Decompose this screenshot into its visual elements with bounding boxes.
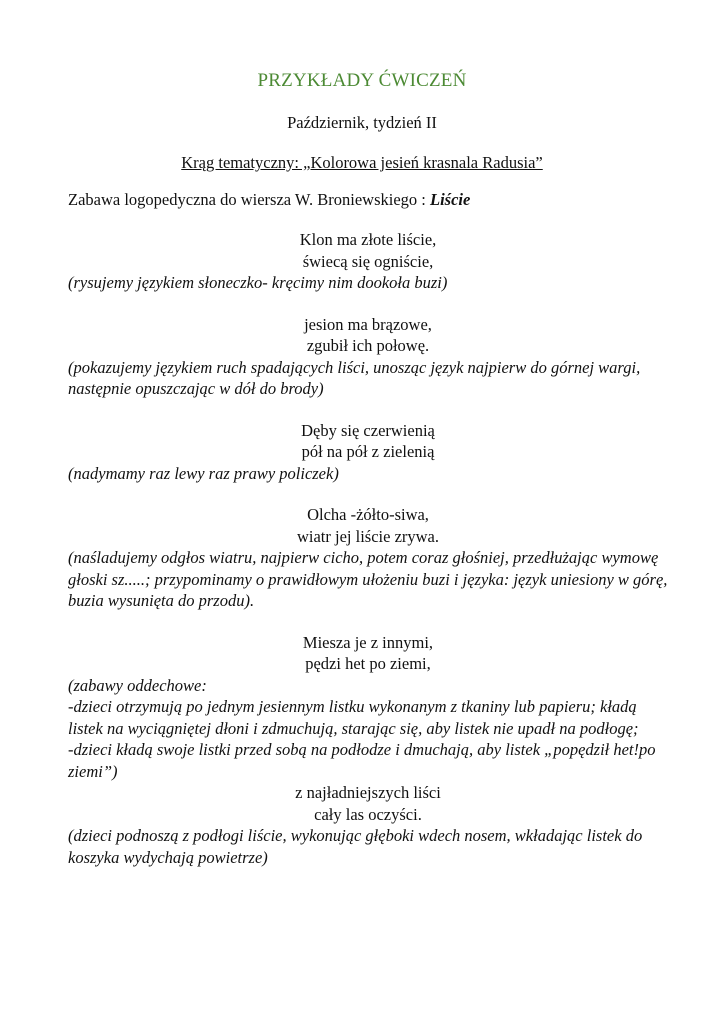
poem-verse: pół na pół z zielenią [301,442,435,461]
poem-verse: Klon ma złote liście, [299,230,437,249]
poem-verse: świecą się ogniście, [302,251,434,271]
poem-verse: z najładniejszych liści [295,783,441,802]
exercise-note: (naśladujemy odgłos wiatru, najpierw cicho, potem coraz głośniej, przedłużając wymowę głoski sz.....; przypominamy o prawidłowym ułożeniu buzi i języka: język uniesiony w górę, buzia wysunięta do przodu). [68,548,668,610]
page-title: PRZYKŁADY ĆWICZEŃ [257,70,467,91]
poem-title: Liście [429,190,471,209]
poem-verse: pędzi het po ziemi, [305,654,431,673]
poem-verse: Olcha -żółto-siwa, [307,505,429,524]
exercise-note: -dzieci otrzymują po jednym jesiennym listku wykonanym z tkaniny lub papieru; kładą listek na wyciągniętej dłoni i zdmuchują, starając się, aby listek nie upadł na podłogę; [68,697,639,738]
exercise-note: (pokazujemy językiem ruch spadających liści, unosząc język najpierw do górnej wargi, następnie opuszczając w dół do brody) [68,357,641,398]
exercise-note: (zabawy oddechowe: [68,675,207,695]
poem-body [68,229,668,868]
exercise-note: (dzieci podnoszą z podłogi liście, wykonując głęboki wdech nosem, wkładając listek do koszyka wydychają powietrze) [68,826,643,867]
intro-text: Zabawa logopedyczna do wiersza W. Broniewskiego : [68,190,430,209]
exercise-note: (rysujemy językiem słoneczko- kręcimy nim dookoła buzi) [68,273,448,292]
poem-verse: Miesza je z innymi, [302,632,434,652]
poem-verse: jesion ma brązowe, [304,314,432,334]
poem-verse: cały las oczyści. [314,804,422,824]
date-heading: Październik, tydzień II [287,113,437,132]
poem-verse: zgubił ich połowę. [306,336,430,355]
poem-verse: Dęby się czerwienią [301,420,435,440]
poem-verse: wiatr jej liście zrywa. [296,526,440,546]
exercise-note: -dzieci kładą swoje listki przed sobą na podłodze i dmuchają, aby listek „popędził het!po ziemi”) [68,740,656,781]
exercise-note: (nadymamy raz lewy raz prawy policzek) [68,463,339,483]
theme-heading: Krąg tematyczny: „Kolorowa jesień krasnala Radusia” [181,153,543,172]
exercise-intro [68,189,668,211]
